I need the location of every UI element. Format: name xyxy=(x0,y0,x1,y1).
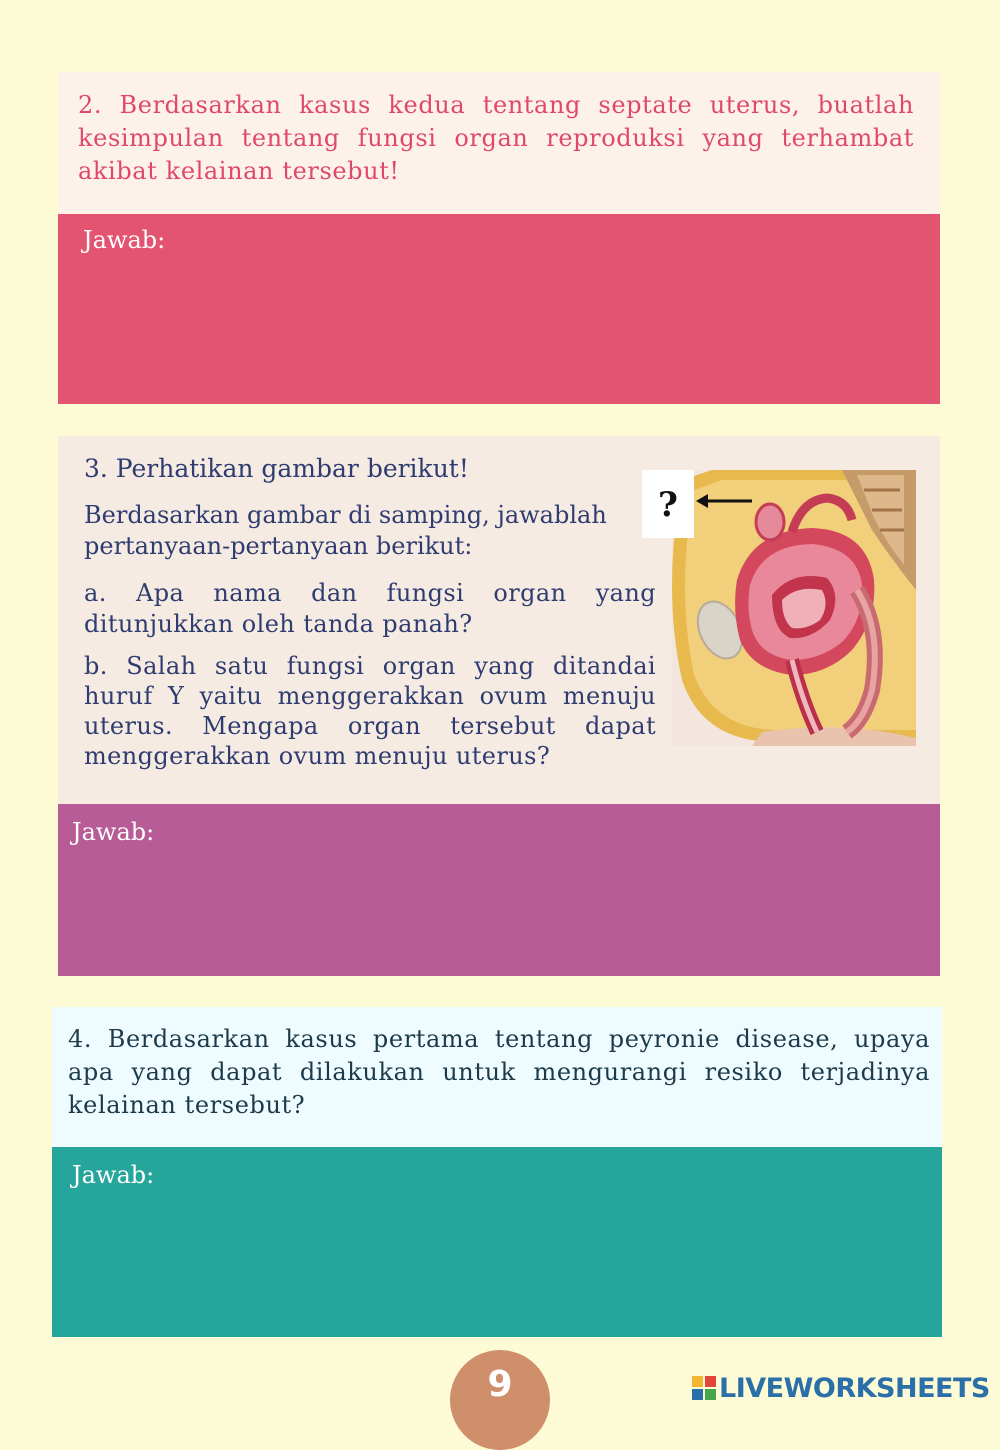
answer-4-label: Jawab: xyxy=(72,1161,155,1189)
question-3-part-b: b. Salah satu fungsi organ yang ditandai huruf Y yaitu menggerakkan ovum menuju uterus. Mengapa organ tersebut dapat menggerakkan ovum menuju uterus? xyxy=(84,652,656,770)
page-number: 9 xyxy=(487,1364,513,1405)
brand-name: LIVEWORKSHEETS xyxy=(719,1372,990,1404)
page-number-badge xyxy=(450,1350,550,1450)
liveworksheets-logo xyxy=(692,1372,990,1404)
question-3-part-a: a. Apa nama dan fungsi organ yang ditunjukkan oleh tanda panah? xyxy=(84,579,656,638)
answer-3-field[interactable] xyxy=(58,804,940,976)
question-3-box xyxy=(58,436,940,804)
answer-2-field[interactable] xyxy=(58,214,940,404)
question-2-box xyxy=(58,72,940,214)
question-2-text: 2. Berdasarkan kasus kedua tentang septate uterus, buatlah kesimpulan tentang fungsi organ reproduksi yang terhambat akibat kelainan tersebut! xyxy=(78,91,914,185)
liveworksheets-icon xyxy=(692,1376,716,1400)
question-3-intro: Berdasarkan gambar di samping, jawablah pertanyaan-pertanyaan berikut: xyxy=(84,501,607,560)
answer-4-field[interactable] xyxy=(52,1147,942,1337)
female-reproductive-anatomy-image xyxy=(642,470,916,746)
question-4-box xyxy=(52,1007,942,1147)
question-marker: ? xyxy=(658,485,678,525)
answer-3-label: Jawab: xyxy=(72,818,155,846)
answer-2-label: Jawab: xyxy=(83,226,166,254)
question-3-title: 3. Perhatikan gambar berikut! xyxy=(84,454,469,483)
question-4-text: 4. Berdasarkan kasus pertama tentang peyronie disease, upaya apa yang dapat dilakukan untuk mengurangi resiko terjadinya kelainan tersebut? xyxy=(68,1025,930,1119)
